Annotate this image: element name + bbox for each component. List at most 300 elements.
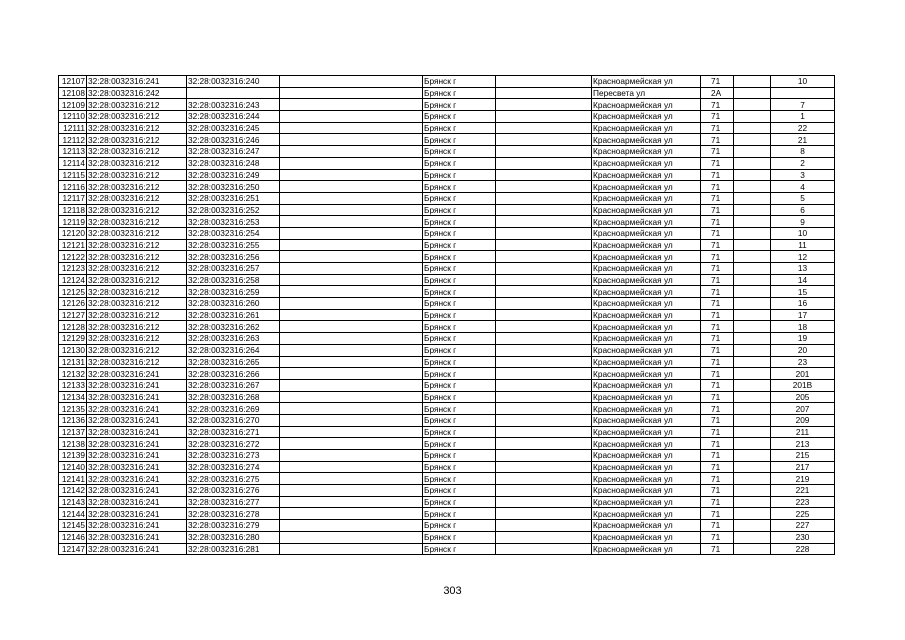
cell-flat: 230 (771, 531, 835, 543)
cell-house: 2А (701, 87, 734, 99)
table-row (59, 403, 835, 415)
cell-building (734, 426, 771, 438)
cell-street: Красноармейская ул (592, 438, 701, 450)
cell-flat: 227 (771, 520, 835, 532)
cell-parent-cadastral-number: 32:28:0032316:212 (87, 309, 187, 321)
cell-flat (771, 87, 835, 99)
cell-city: Брянск г (423, 204, 496, 216)
cell-parent-cadastral-number: 32:28:0032316:212 (87, 333, 187, 345)
cell-city: Брянск г (423, 356, 496, 368)
table-row (59, 450, 835, 462)
cell-row-number: 12107 (59, 76, 87, 88)
cell-cadastral-number: 32:28:0032316:277 (187, 496, 280, 508)
cell-flat: 7 (771, 99, 835, 111)
cell-flat: 2 (771, 157, 835, 169)
table-row (59, 134, 835, 146)
cell-district (496, 87, 592, 99)
cell-row-number: 12112 (59, 134, 87, 146)
cell-row-number: 12145 (59, 520, 87, 532)
cell-cadastral-number: 32:28:0032316:281 (187, 543, 280, 555)
cell-flat: 10 (771, 76, 835, 88)
table-row (59, 426, 835, 438)
cell-street: Красноармейская ул (592, 344, 701, 356)
cell-extra-field (280, 356, 423, 368)
cell-city: Брянск г (423, 263, 496, 275)
cell-building (734, 461, 771, 473)
cell-extra-field (280, 473, 423, 485)
cell-city: Брянск г (423, 111, 496, 123)
cell-parent-cadastral-number: 32:28:0032316:212 (87, 204, 187, 216)
cell-extra-field (280, 426, 423, 438)
cell-row-number: 12126 (59, 298, 87, 310)
cell-row-number: 12140 (59, 461, 87, 473)
cell-house: 71 (701, 286, 734, 298)
cell-extra-field (280, 216, 423, 228)
cell-city: Брянск г (423, 438, 496, 450)
cell-extra-field (280, 146, 423, 158)
cell-city: Брянск г (423, 543, 496, 555)
cell-flat: 217 (771, 461, 835, 473)
cell-district (496, 391, 592, 403)
cell-extra-field (280, 239, 423, 251)
cell-city: Брянск г (423, 403, 496, 415)
cell-city: Брянск г (423, 87, 496, 99)
cell-district (496, 496, 592, 508)
cell-house: 71 (701, 146, 734, 158)
cell-city: Брянск г (423, 216, 496, 228)
cell-row-number: 12124 (59, 274, 87, 286)
cell-row-number: 12130 (59, 344, 87, 356)
cell-flat: 1 (771, 111, 835, 123)
cell-city: Брянск г (423, 531, 496, 543)
cell-cadastral-number: 32:28:0032316:278 (187, 508, 280, 520)
cell-flat: 15 (771, 286, 835, 298)
cell-parent-cadastral-number: 32:28:0032316:212 (87, 181, 187, 193)
cell-building (734, 227, 771, 239)
cell-parent-cadastral-number: 32:28:0032316:212 (87, 251, 187, 263)
cell-cadastral-number: 32:28:0032316:269 (187, 403, 280, 415)
cell-parent-cadastral-number: 32:28:0032316:241 (87, 485, 187, 497)
cell-row-number: 12137 (59, 426, 87, 438)
cell-district (496, 111, 592, 123)
cell-city: Брянск г (423, 134, 496, 146)
cell-house: 71 (701, 520, 734, 532)
cell-flat: 219 (771, 473, 835, 485)
table-row (59, 333, 835, 345)
cell-parent-cadastral-number: 32:28:0032316:241 (87, 414, 187, 426)
cell-street: Красноармейская ул (592, 473, 701, 485)
cell-extra-field (280, 508, 423, 520)
cell-row-number: 12134 (59, 391, 87, 403)
cell-cadastral-number (187, 87, 280, 99)
cell-cadastral-number: 32:28:0032316:246 (187, 134, 280, 146)
cell-parent-cadastral-number: 32:28:0032316:241 (87, 379, 187, 391)
cell-district (496, 473, 592, 485)
cell-parent-cadastral-number: 32:28:0032316:242 (87, 87, 187, 99)
cell-parent-cadastral-number: 32:28:0032316:212 (87, 122, 187, 134)
cell-house: 71 (701, 531, 734, 543)
cell-cadastral-number: 32:28:0032316:276 (187, 485, 280, 497)
table-row (59, 344, 835, 356)
cell-flat: 9 (771, 216, 835, 228)
cell-city: Брянск г (423, 192, 496, 204)
table-row (59, 356, 835, 368)
cell-extra-field (280, 204, 423, 216)
cell-extra-field (280, 169, 423, 181)
table-body (59, 76, 835, 555)
cell-flat: 225 (771, 508, 835, 520)
cell-flat: 215 (771, 450, 835, 462)
cell-extra-field (280, 227, 423, 239)
cell-extra-field (280, 286, 423, 298)
table-row (59, 122, 835, 134)
cell-city: Брянск г (423, 227, 496, 239)
cell-row-number: 12127 (59, 309, 87, 321)
cell-cadastral-number: 32:28:0032316:248 (187, 157, 280, 169)
cell-flat: 211 (771, 426, 835, 438)
cell-house: 71 (701, 298, 734, 310)
cell-row-number: 12115 (59, 169, 87, 181)
cell-street: Красноармейская ул (592, 274, 701, 286)
cell-building (734, 239, 771, 251)
cell-street: Красноармейская ул (592, 450, 701, 462)
cell-city: Брянск г (423, 169, 496, 181)
cell-row-number: 12129 (59, 333, 87, 345)
cell-parent-cadastral-number: 32:28:0032316:241 (87, 508, 187, 520)
cell-cadastral-number: 32:28:0032316:254 (187, 227, 280, 239)
cell-house: 71 (701, 403, 734, 415)
cell-parent-cadastral-number: 32:28:0032316:212 (87, 216, 187, 228)
cell-district (496, 485, 592, 497)
cell-street: Красноармейская ул (592, 99, 701, 111)
cell-district (496, 286, 592, 298)
cell-house: 71 (701, 169, 734, 181)
cell-cadastral-number: 32:28:0032316:244 (187, 111, 280, 123)
cell-street: Красноармейская ул (592, 508, 701, 520)
cell-extra-field (280, 391, 423, 403)
cell-city: Брянск г (423, 414, 496, 426)
cell-city: Брянск г (423, 333, 496, 345)
cell-building (734, 450, 771, 462)
cell-row-number: 12146 (59, 531, 87, 543)
cell-building (734, 111, 771, 123)
cell-street: Красноармейская ул (592, 122, 701, 134)
cell-district (496, 426, 592, 438)
cell-street: Красноармейская ул (592, 379, 701, 391)
cell-row-number: 12116 (59, 181, 87, 193)
cell-parent-cadastral-number: 32:28:0032316:241 (87, 450, 187, 462)
cell-building (734, 216, 771, 228)
cell-street: Красноармейская ул (592, 356, 701, 368)
cell-extra-field (280, 414, 423, 426)
cell-extra-field (280, 379, 423, 391)
cell-parent-cadastral-number: 32:28:0032316:241 (87, 543, 187, 555)
cell-row-number: 12125 (59, 286, 87, 298)
cell-street: Красноармейская ул (592, 134, 701, 146)
cell-house: 71 (701, 414, 734, 426)
cell-parent-cadastral-number: 32:28:0032316:241 (87, 426, 187, 438)
cell-city: Брянск г (423, 76, 496, 88)
cell-street: Красноармейская ул (592, 169, 701, 181)
cell-flat: 4 (771, 181, 835, 193)
cell-house: 71 (701, 274, 734, 286)
cell-row-number: 12109 (59, 99, 87, 111)
cell-street: Красноармейская ул (592, 263, 701, 275)
cell-house: 71 (701, 76, 734, 88)
cell-row-number: 12110 (59, 111, 87, 123)
table-row (59, 298, 835, 310)
cell-house: 71 (701, 122, 734, 134)
cell-row-number: 12117 (59, 192, 87, 204)
cell-extra-field (280, 122, 423, 134)
cell-city: Брянск г (423, 286, 496, 298)
cell-extra-field (280, 76, 423, 88)
cell-city: Брянск г (423, 146, 496, 158)
cell-flat: 209 (771, 414, 835, 426)
cell-district (496, 450, 592, 462)
cell-row-number: 12147 (59, 543, 87, 555)
cell-cadastral-number: 32:28:0032316:272 (187, 438, 280, 450)
cell-cadastral-number: 32:28:0032316:257 (187, 263, 280, 275)
cell-district (496, 508, 592, 520)
cell-district (496, 134, 592, 146)
cell-house: 71 (701, 263, 734, 275)
cell-district (496, 461, 592, 473)
cell-district (496, 251, 592, 263)
cell-parent-cadastral-number: 32:28:0032316:212 (87, 286, 187, 298)
cell-city: Брянск г (423, 473, 496, 485)
cell-building (734, 134, 771, 146)
cell-house: 71 (701, 204, 734, 216)
cell-city: Брянск г (423, 274, 496, 286)
cell-flat: 228 (771, 543, 835, 555)
cell-extra-field (280, 99, 423, 111)
cell-parent-cadastral-number: 32:28:0032316:212 (87, 111, 187, 123)
cell-extra-field (280, 461, 423, 473)
cell-building (734, 192, 771, 204)
cell-extra-field (280, 321, 423, 333)
table-row (59, 192, 835, 204)
cell-parent-cadastral-number: 32:28:0032316:212 (87, 321, 187, 333)
cell-street: Красноармейская ул (592, 192, 701, 204)
cell-house: 71 (701, 227, 734, 239)
cell-house: 71 (701, 368, 734, 380)
cell-flat: 201 (771, 368, 835, 380)
cell-cadastral-number: 32:28:0032316:271 (187, 426, 280, 438)
cell-flat: 6 (771, 204, 835, 216)
cell-cadastral-number: 32:28:0032316:261 (187, 309, 280, 321)
cell-district (496, 263, 592, 275)
cell-building (734, 496, 771, 508)
cell-street: Красноармейская ул (592, 496, 701, 508)
cell-building (734, 263, 771, 275)
cell-street: Красноармейская ул (592, 403, 701, 415)
cell-flat: 19 (771, 333, 835, 345)
cell-district (496, 204, 592, 216)
cell-house: 71 (701, 216, 734, 228)
cell-building (734, 508, 771, 520)
cell-parent-cadastral-number: 32:28:0032316:241 (87, 461, 187, 473)
cell-district (496, 368, 592, 380)
cell-parent-cadastral-number: 32:28:0032316:241 (87, 531, 187, 543)
cell-district (496, 379, 592, 391)
cell-district (496, 321, 592, 333)
table-row (59, 274, 835, 286)
cell-parent-cadastral-number: 32:28:0032316:241 (87, 403, 187, 415)
cell-city: Брянск г (423, 344, 496, 356)
cell-row-number: 12118 (59, 204, 87, 216)
cell-street: Красноармейская ул (592, 321, 701, 333)
table-row (59, 204, 835, 216)
cell-house: 71 (701, 438, 734, 450)
cell-building (734, 391, 771, 403)
cell-extra-field (280, 157, 423, 169)
cell-cadastral-number: 32:28:0032316:245 (187, 122, 280, 134)
table-row (59, 485, 835, 497)
cell-extra-field (280, 485, 423, 497)
cell-house: 71 (701, 391, 734, 403)
cell-city: Брянск г (423, 450, 496, 462)
cell-district (496, 438, 592, 450)
cell-parent-cadastral-number: 32:28:0032316:212 (87, 227, 187, 239)
cell-extra-field (280, 344, 423, 356)
cell-house: 71 (701, 99, 734, 111)
cell-street: Красноармейская ул (592, 181, 701, 193)
cell-house: 71 (701, 461, 734, 473)
cell-street: Красноармейская ул (592, 368, 701, 380)
cell-cadastral-number: 32:28:0032316:253 (187, 216, 280, 228)
cell-city: Брянск г (423, 485, 496, 497)
cell-flat: 221 (771, 485, 835, 497)
cell-street: Красноармейская ул (592, 204, 701, 216)
cell-row-number: 12143 (59, 496, 87, 508)
cell-row-number: 12128 (59, 321, 87, 333)
cell-building (734, 473, 771, 485)
cell-house: 71 (701, 321, 734, 333)
table-row (59, 391, 835, 403)
cell-district (496, 169, 592, 181)
cell-row-number: 12135 (59, 403, 87, 415)
cell-flat: 207 (771, 403, 835, 415)
cell-flat: 17 (771, 309, 835, 321)
cell-parent-cadastral-number: 32:28:0032316:212 (87, 344, 187, 356)
cell-city: Брянск г (423, 239, 496, 251)
cell-building (734, 169, 771, 181)
cell-district (496, 274, 592, 286)
cell-parent-cadastral-number: 32:28:0032316:212 (87, 239, 187, 251)
cell-city: Брянск г (423, 508, 496, 520)
cell-extra-field (280, 192, 423, 204)
cell-cadastral-number: 32:28:0032316:258 (187, 274, 280, 286)
cell-house: 71 (701, 309, 734, 321)
table-row (59, 414, 835, 426)
table-row (59, 76, 835, 88)
table-row (59, 438, 835, 450)
cell-extra-field (280, 251, 423, 263)
cell-district (496, 122, 592, 134)
cell-street: Красноармейская ул (592, 333, 701, 345)
cell-row-number: 12111 (59, 122, 87, 134)
cell-row-number: 12144 (59, 508, 87, 520)
cell-street: Красноармейская ул (592, 216, 701, 228)
table-row (59, 543, 835, 555)
cell-flat: 23 (771, 356, 835, 368)
cell-building (734, 344, 771, 356)
cell-street: Красноармейская ул (592, 391, 701, 403)
cell-cadastral-number: 32:28:0032316:265 (187, 356, 280, 368)
cell-district (496, 298, 592, 310)
cell-house: 71 (701, 496, 734, 508)
cell-parent-cadastral-number: 32:28:0032316:241 (87, 496, 187, 508)
cell-parent-cadastral-number: 32:28:0032316:212 (87, 356, 187, 368)
cell-cadastral-number: 32:28:0032316:260 (187, 298, 280, 310)
cell-extra-field (280, 111, 423, 123)
cell-street: Красноармейская ул (592, 309, 701, 321)
cell-flat: 10 (771, 227, 835, 239)
cell-extra-field (280, 134, 423, 146)
cell-flat: 5 (771, 192, 835, 204)
cell-cadastral-number: 32:28:0032316:243 (187, 99, 280, 111)
cell-row-number: 12142 (59, 485, 87, 497)
cell-city: Брянск г (423, 391, 496, 403)
cell-district (496, 239, 592, 251)
table-row (59, 239, 835, 251)
cell-street: Красноармейская ул (592, 485, 701, 497)
cell-extra-field (280, 438, 423, 450)
cell-district (496, 414, 592, 426)
cell-flat: 11 (771, 239, 835, 251)
cell-house: 71 (701, 181, 734, 193)
cell-cadastral-number: 32:28:0032316:255 (187, 239, 280, 251)
cell-extra-field (280, 368, 423, 380)
cell-building (734, 438, 771, 450)
cell-parent-cadastral-number: 32:28:0032316:241 (87, 76, 187, 88)
cell-cadastral-number: 32:28:0032316:259 (187, 286, 280, 298)
cell-district (496, 403, 592, 415)
cell-building (734, 414, 771, 426)
cell-cadastral-number: 32:28:0032316:252 (187, 204, 280, 216)
table-row (59, 508, 835, 520)
cell-street: Красноармейская ул (592, 414, 701, 426)
cell-building (734, 204, 771, 216)
cell-row-number: 12119 (59, 216, 87, 228)
table-row (59, 251, 835, 263)
cell-building (734, 356, 771, 368)
cell-extra-field (280, 520, 423, 532)
cell-parent-cadastral-number: 32:28:0032316:212 (87, 99, 187, 111)
cell-street: Красноармейская ул (592, 157, 701, 169)
cell-flat: 16 (771, 298, 835, 310)
cell-building (734, 403, 771, 415)
cell-building (734, 321, 771, 333)
cell-row-number: 12139 (59, 450, 87, 462)
cell-city: Брянск г (423, 298, 496, 310)
cell-district (496, 333, 592, 345)
table-row (59, 368, 835, 380)
cell-cadastral-number: 32:28:0032316:266 (187, 368, 280, 380)
cell-extra-field (280, 87, 423, 99)
table-row (59, 473, 835, 485)
cell-row-number: 12121 (59, 239, 87, 251)
cell-district (496, 227, 592, 239)
table-row (59, 99, 835, 111)
cell-cadastral-number: 32:28:0032316:264 (187, 344, 280, 356)
cell-flat: 201В (771, 379, 835, 391)
cell-street: Красноармейская ул (592, 426, 701, 438)
cell-district (496, 520, 592, 532)
cell-building (734, 76, 771, 88)
cell-house: 71 (701, 473, 734, 485)
